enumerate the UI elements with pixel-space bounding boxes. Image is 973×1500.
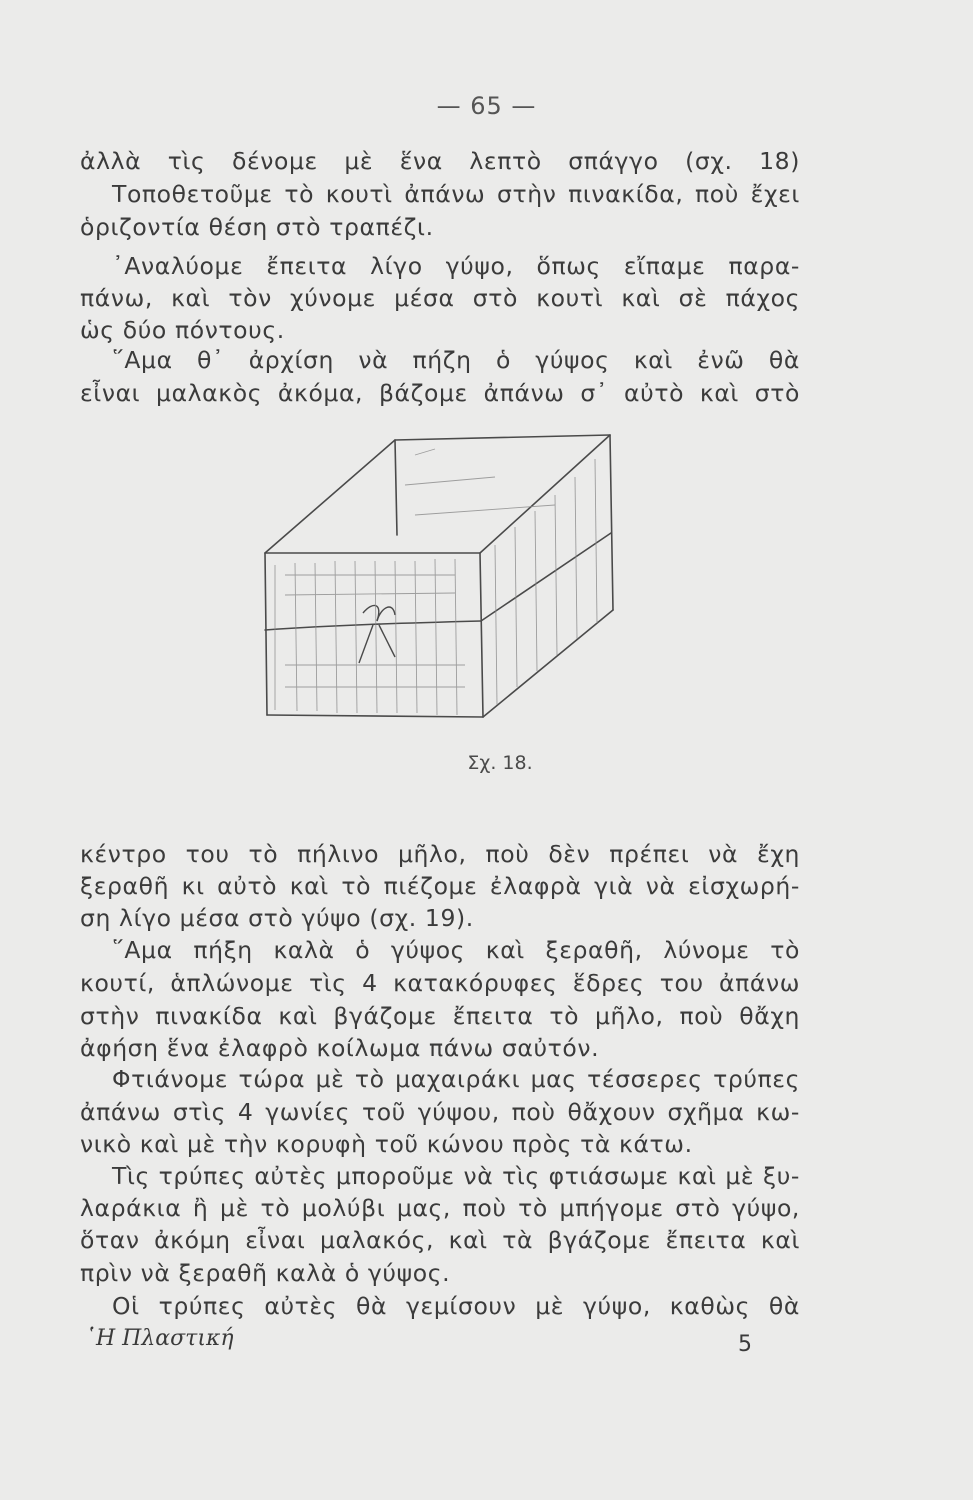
page-number: — 65 — [436, 92, 537, 120]
text-line: κουτί, ἁπλώνομε τὶς 4 κατακόρυφες ἕδρες του ἀπάνω [80, 969, 800, 997]
text-line: πάνω, καὶ τὸν χύνομε μέσα στὸ κουτὶ καὶ σὲ πάχος [80, 284, 800, 312]
text-line: ση λίγο μέσα στὸ γύψο (σχ. 19). [80, 904, 474, 932]
text-line: ὡς δύο πόντους. [80, 316, 285, 344]
footer-title: ῾Η Πλαστική [85, 1326, 234, 1351]
text-line: ἀλλὰ τὶς δένομε μὲ ἕνα λεπτὸ σπάγγο (σχ. 18) [80, 147, 800, 175]
text-line: Τοποθετοῦμε τὸ κουτὶ ἀπάνω στὴν πινακίδα, ποὺ ἔχει [112, 180, 800, 208]
text-line: ξεραθῆ κι αὐτὸ καὶ τὸ πιέζομε ἐλαφρὰ γιὰ νὰ εἰσχωρή- [80, 872, 800, 900]
text-line: Οἱ τρύπες αὐτὲς θὰ γεμίσουν μὲ γύψο, καθὼς θὰ [112, 1292, 800, 1320]
box-illustration [255, 425, 625, 725]
text-line: Φτιάνομε τώρα μὲ τὸ μαχαιράκι μας τέσσερες τρύπες [112, 1065, 800, 1093]
text-line: εἶναι μαλακὸς ἀκόμα, βάζομε ἀπάνω σ᾿ αὐτὸ καὶ στὸ [80, 379, 800, 407]
text-line: Τὶς τρύπες αὐτὲς μποροῦμε νὰ τὶς φτιάσωμε καὶ μὲ ξυ- [112, 1162, 800, 1190]
text-line: ὅταν ἀκόμη εἶναι μαλακός, καὶ τὰ βγάζομε ἔπειτα καὶ [80, 1226, 800, 1254]
text-line: κέντρο του τὸ πήλινο μῆλο, ποὺ δὲν πρέπει νὰ ἔχη [80, 840, 800, 868]
figure-caption: Σχ. 18. [467, 752, 533, 774]
text-line: ῞Αμα πήξη καλὰ ὁ γύψος καὶ ξεραθῆ, λύνομε τὸ [112, 936, 800, 964]
text-line: νικὸ καὶ μὲ τὴν κορυφὴ τοῦ κώνου πρὸς τὰ κάτω. [80, 1130, 693, 1158]
text-line: στὴν πινακίδα καὶ βγάζομε ἔπειτα τὸ μῆλο, ποὺ θἄχη [80, 1002, 800, 1030]
text-line: ῞Αμα θ᾿ ἀρχίση νὰ πήζη ὁ γύψος καὶ ἐνῶ θὰ [112, 346, 800, 374]
text-line: ἀφήση ἕνα ἐλαφρὸ κοίλωμα πάνω σαὐτόν. [80, 1034, 600, 1062]
text-line: πρὶν νὰ ξεραθῆ καλὰ ὁ γύψος. [80, 1259, 451, 1287]
text-line: ἀπάνω στὶς 4 γωνίες τοῦ γύψου, ποὺ θἄχουν σχῆμα κω- [80, 1098, 800, 1126]
text-line: ὁριζοντία θέση στὸ τραπέζι. [80, 213, 434, 241]
text-line: ᾿Αναλύομε ἔπειτα λίγο γύψο, ὅπως εἴπαμε παρα- [112, 252, 800, 280]
text-line: λαράκια ἢ μὲ τὸ μολύβι μας, ποὺ τὸ μπήγομε στὸ γύψο, [80, 1194, 800, 1222]
footer-signature: 5 [738, 1332, 752, 1357]
